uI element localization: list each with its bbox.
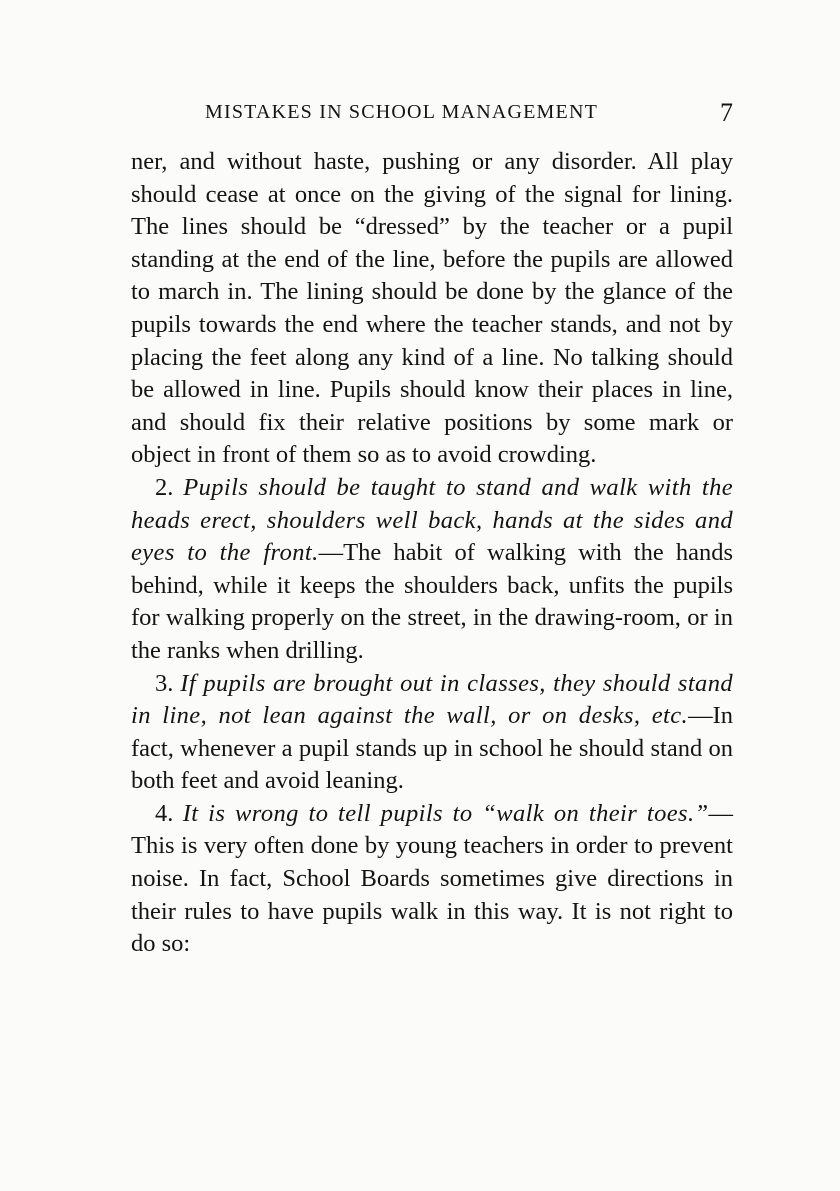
paragraph-text: —This is very often done by young teachers in order to prevent noise. In fact, School Boards sometimes give directions in their rules to have pupils walk in this way. It is not right to do so: <box>131 799 734 958</box>
body-text <box>131 146 733 961</box>
paragraph-heading: If pupils are brought out in classes, they should stand in line, not lean against the wall, or on desks, etc. <box>131 669 733 730</box>
paragraph-number: 3. <box>155 669 174 697</box>
paragraph-2 <box>131 472 733 668</box>
paragraph-number: 4. <box>155 799 174 827</box>
paragraph-number: 2. <box>155 473 174 501</box>
paragraph-heading: It is wrong to tell pupils to “walk on their toes.” <box>182 799 709 827</box>
paragraph-text: —In fact, whenever a pupil stands up in school he should stand on both feet and avoid leaning. <box>131 702 733 795</box>
page-number: 7 <box>720 98 733 127</box>
paragraph-3 <box>131 668 733 798</box>
paragraph-4 <box>131 798 733 961</box>
paragraph-text: —The habit of walking with the hands behind, while it keeps the shoulders back, unfits the pupils for walking properly on the street, in the drawing-room, or in the ranks when drilling. <box>131 539 733 664</box>
running-head: MISTAKES IN SCHOOL MANAGEMENT <box>205 101 599 123</box>
page-header <box>131 96 735 136</box>
paragraph-text: ner, and without haste, pushing or any disorder. All play should cease at once on the giving of the signal for lining. The lines should be “dressed” by the teacher or a pupil standing at the end of the line, before the pupils are allowed to march in. The lining should be done by the glance of the pupils towards the end where the teacher stands, and not by placing the feet along any kind of a line. No talking should be allowed in line. Pupils should know their places in line, and should fix their relative positions by some mark or object in front of them so as to avoid crowding. <box>131 148 733 469</box>
paragraph-continued <box>131 146 733 472</box>
paragraph-heading: Pupils should be taught to stand and walk with the heads erect, shoulders well back, hands at the sides and eyes to the front. <box>131 473 734 567</box>
